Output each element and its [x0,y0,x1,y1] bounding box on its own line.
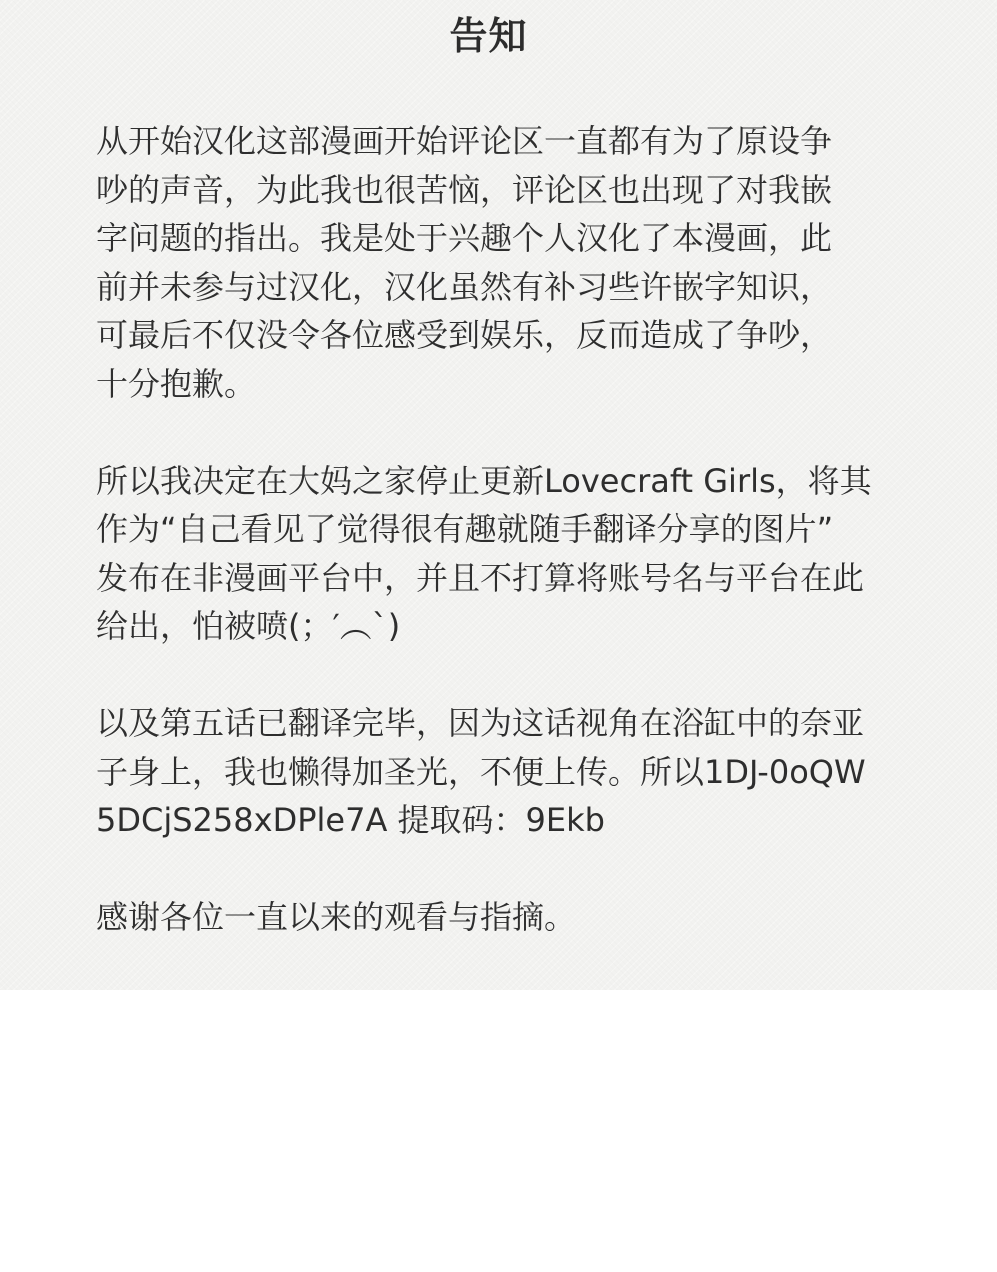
paragraph-thanks: 感谢各位一直以来的观看与指摘。 [96,898,577,936]
page-title: 告知 [449,14,528,58]
note-body [96,117,956,942]
blank-area [0,990,997,1272]
paragraph-apology: 从开始汉化这部漫画开始评论区一直都有为了原设争 吵的声音，为此我也很苦恼，评论区也出现了对我嵌 字问题的指出。我是处于兴趣个人汉化了本漫画，此 前并未参与过汉化，汉化虽然有补习些许嵌字知识， 可最后不仅没令各位感受到娱乐，反而造成了争吵， 十分抱歉。 [96,122,833,403]
paragraph-decision: 所以我决定在大妈之家停止更新Lovecraft Girls，将其 作为“自己看见了觉得很有趣就随手翻译分享的图片” 发布在非漫画平台中，并且不打算将账号名与平台在此 给出，怕被喷(；′︵`) [96,461,872,645]
paragraph-chapter-five[interactable]: 以及第五话已翻译完毕，因为这话视角在浴缸中的奈亚 子身上，我也懒得加圣光，不便上传。所以1DJ-0oQW 5DCjS258xDPle7A 提取码：9Ekb [96,704,866,839]
